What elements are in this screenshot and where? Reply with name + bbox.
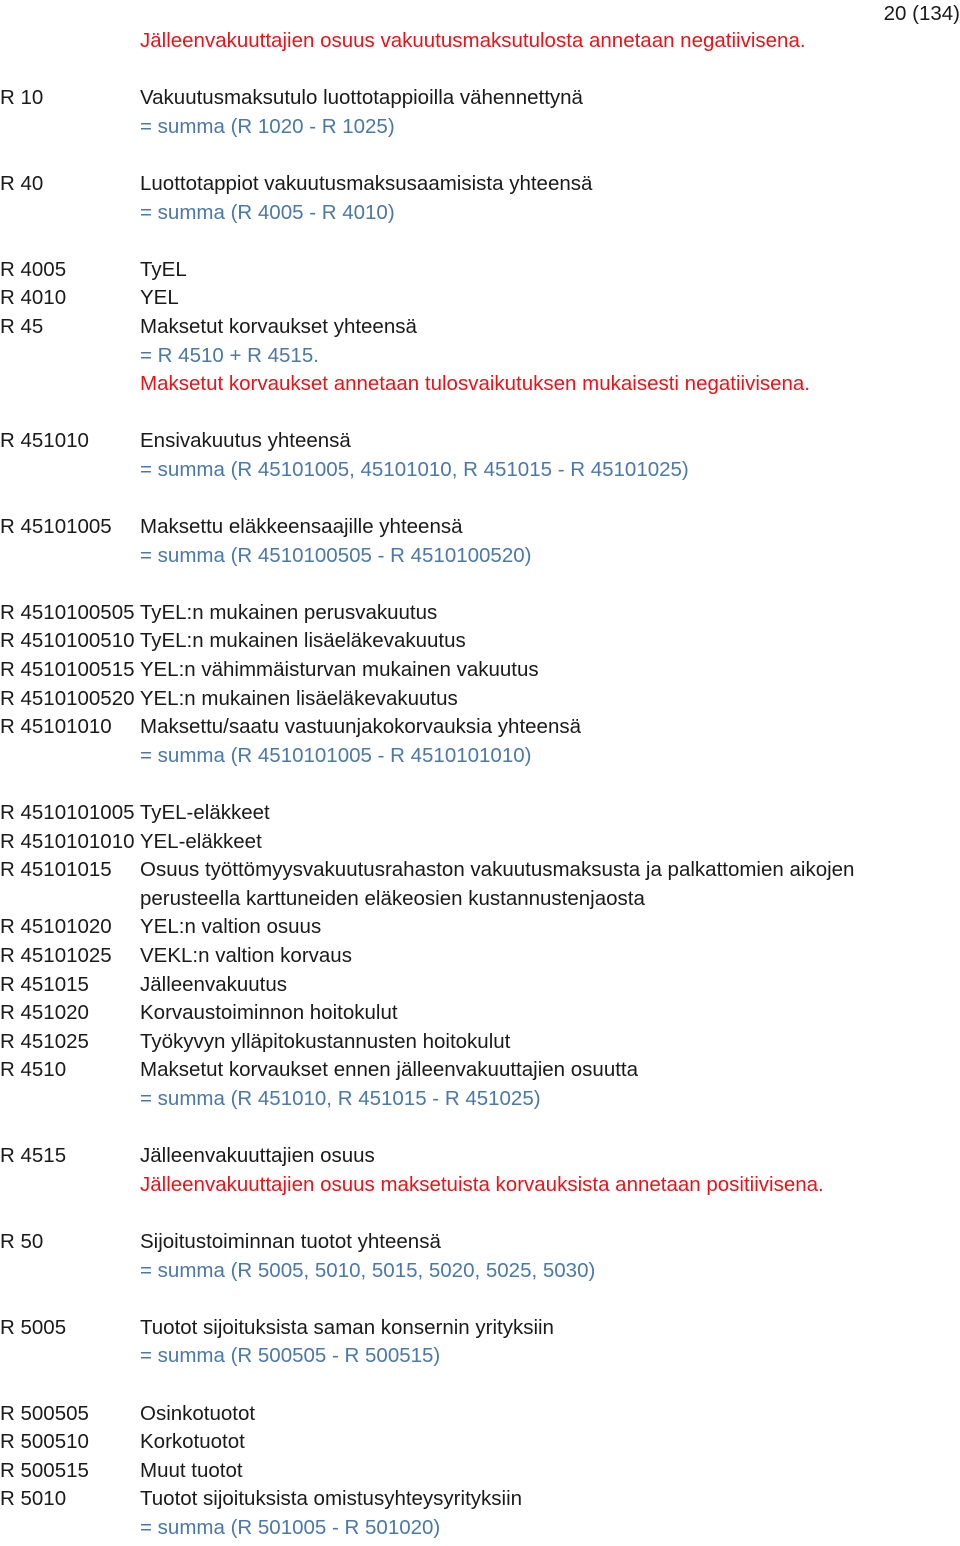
- entry-line: [0, 1142, 960, 1171]
- row-code: R 4010: [0, 286, 67, 310]
- entry-line: [0, 799, 960, 828]
- entry-line: [0, 999, 960, 1028]
- entry-line: [0, 256, 960, 285]
- entry-line: [0, 1400, 960, 1429]
- row-code: R 4515: [0, 1144, 67, 1168]
- row-code: R 5010: [0, 1487, 67, 1511]
- row-description: Muut tuotot: [140, 1458, 243, 1482]
- row-description: Sijoitustoiminnan tuotot yhteensä: [140, 1229, 441, 1253]
- page-number: 20 (134): [883, 2, 960, 25]
- formula-line: [0, 1257, 960, 1286]
- row-code: R 45101005: [0, 515, 112, 539]
- entry-line: [0, 1428, 960, 1457]
- row-description: Jälleenvakuutus: [140, 972, 288, 996]
- note-text: Jälleenvakuuttajien osuus vakuutusmaksutulosta annetaan negatiivisena.: [140, 29, 806, 52]
- row-code: R 500515: [0, 1458, 89, 1482]
- formula-text: = R 4510 + R 4515.: [140, 343, 319, 367]
- entry-line: [0, 427, 960, 456]
- formula-line: [0, 456, 960, 485]
- row-description: TyEL: [140, 257, 187, 281]
- formula-text: = summa (R 45101005, 45101010, R 451015 - R 45101025): [140, 457, 689, 481]
- entry-line: [0, 856, 960, 913]
- formula-line: [0, 113, 960, 142]
- spacer: [0, 141, 960, 170]
- document-body: [0, 27, 960, 1542]
- note-line: [0, 27, 960, 56]
- row-code: R 500505: [0, 1401, 89, 1425]
- note-text: Jälleenvakuuttajien osuus maksetuista korvauksista annetaan positiivisena.: [140, 1172, 824, 1196]
- entry-line: [0, 1314, 960, 1343]
- entry-line: [0, 513, 960, 542]
- note-text: Maksetut korvaukset annetaan tulosvaikutuksen mukaisesti negatiivisena.: [140, 372, 811, 396]
- spacer: [0, 1199, 960, 1228]
- row-description: Jälleenvakuuttajien osuus: [140, 1144, 375, 1168]
- entry-line: [0, 599, 960, 628]
- entry-full-text: R 4510100520 YEL:n mukainen lisäeläkevakuutus: [0, 686, 458, 710]
- entry-line: [0, 1056, 960, 1085]
- entry-full-text: R 4510100505 TyEL:n mukainen perusvakuutus: [0, 600, 438, 624]
- entry-line: [0, 627, 960, 656]
- note-line: [0, 1171, 960, 1200]
- formula-line: [0, 1342, 960, 1371]
- row-code: R 4005: [0, 257, 67, 281]
- row-description: Tuotot sijoituksista saman konsernin yrityksiin: [140, 1315, 554, 1339]
- row-description: YEL:n valtion osuus: [140, 915, 322, 939]
- entry-line: [0, 942, 960, 971]
- entry-line: [0, 913, 960, 942]
- entry-line: [0, 284, 960, 313]
- entry-line: [0, 656, 960, 685]
- formula-text: = summa (R 1020 - R 1025): [140, 114, 395, 138]
- formula-line: [0, 1085, 960, 1114]
- entry-line: [0, 1485, 960, 1514]
- spacer: [0, 1114, 960, 1143]
- row-code: R 45101020: [0, 915, 112, 939]
- formula-text: = summa (R 500505 - R 500515): [140, 1344, 441, 1368]
- row-description: Korvaustoiminnon hoitokulut: [140, 1001, 398, 1025]
- row-description: Osinkotuotot: [140, 1401, 256, 1425]
- entry-line: [0, 713, 960, 742]
- formula-line: [0, 199, 960, 228]
- row-description: Maksetut korvaukset yhteensä: [140, 314, 417, 338]
- entry-line: [0, 84, 960, 113]
- row-description: Maksetut korvaukset ennen jälleenvakuuttajien osuutta: [140, 1058, 639, 1082]
- row-code: R 451015: [0, 972, 89, 996]
- formula-text: = summa (R 5005, 5010, 5015, 5020, 5025, 5030): [140, 1258, 596, 1282]
- row-description: Työkyvyn ylläpitokustannusten hoitokulut: [140, 1029, 511, 1053]
- formula-text: = summa (R 4510101005 - R 4510101010): [140, 743, 532, 767]
- row-code: R 10: [0, 86, 44, 110]
- spacer: [0, 56, 960, 85]
- entry-line: [0, 828, 960, 857]
- row-description: Osuus työttömyysvakuutusrahaston vakuutusmaksusta ja palkattomien aikojen perusteella karttuneiden eläkeosien kustannustenjaosta: [140, 858, 855, 910]
- entry-line: [0, 313, 960, 342]
- row-code: R 4510: [0, 1058, 67, 1082]
- spacer: [0, 485, 960, 514]
- entry-line: [0, 1028, 960, 1057]
- entry-line: [0, 1457, 960, 1486]
- row-description: YEL: [140, 286, 179, 310]
- entry-line: [0, 170, 960, 199]
- formula-text: = summa (R 4510100505 - R 4510100520): [140, 543, 532, 567]
- formula-line: [0, 1514, 960, 1543]
- formula-text: = summa (R 451010, R 451015 - R 451025): [140, 1086, 541, 1110]
- row-code: R 500510: [0, 1430, 89, 1454]
- entry-full-text: R 4510101005 TyEL-eläkkeet: [0, 801, 270, 825]
- spacer: [0, 1285, 960, 1314]
- row-code: R 45: [0, 314, 44, 338]
- formula-line: [0, 742, 960, 771]
- entry-line: [0, 685, 960, 714]
- row-description: Maksettu eläkkeensaajille yhteensä: [140, 515, 463, 539]
- row-code: R 451025: [0, 1029, 89, 1053]
- row-description: Ensivakuutus yhteensä: [140, 429, 351, 453]
- spacer: [0, 570, 960, 599]
- entry-line: [0, 971, 960, 1000]
- row-code: R 45101015: [0, 858, 112, 882]
- row-description: Luottotappiot vakuutusmaksusaamisista yhteensä: [140, 171, 593, 195]
- row-code: R 45101010: [0, 715, 112, 739]
- spacer: [0, 399, 960, 428]
- row-code: R 50: [0, 1229, 44, 1253]
- row-description: Vakuutusmaksutulo luottotappioilla vähennettynä: [140, 86, 583, 110]
- entry-full-text: R 4510100510 TyEL:n mukainen lisäeläkevakuutus: [0, 629, 466, 653]
- spacer: [0, 227, 960, 256]
- row-code: R 451010: [0, 429, 89, 453]
- formula-line: [0, 542, 960, 571]
- row-code: R 5005: [0, 1315, 67, 1339]
- row-code: R 451020: [0, 1001, 89, 1025]
- spacer: [0, 770, 960, 799]
- row-description: Korkotuotot: [140, 1430, 245, 1454]
- row-description: VEKL:n valtion korvaus: [140, 944, 352, 967]
- entry-full-text: R 4510100515 YEL:n vähimmäisturvan mukainen vakuutus: [0, 658, 539, 682]
- entry-full-text: R 4510101010 YEL-eläkkeet: [0, 829, 262, 853]
- row-description: Tuotot sijoituksista omistusyhteysyrityksiin: [140, 1487, 523, 1511]
- formula-text: = summa (R 4005 - R 4010): [140, 200, 395, 224]
- formula-text: = summa (R 501005 - R 501020): [140, 1515, 441, 1539]
- entry-line: [0, 1228, 960, 1257]
- row-description: Maksettu/saatu vastuunjakokorvauksia yhteensä: [140, 715, 582, 739]
- note-line: [0, 370, 960, 399]
- formula-line: [0, 342, 960, 371]
- row-code: R 45101025: [0, 944, 112, 967]
- spacer: [0, 1371, 960, 1400]
- row-code: R 40: [0, 171, 44, 195]
